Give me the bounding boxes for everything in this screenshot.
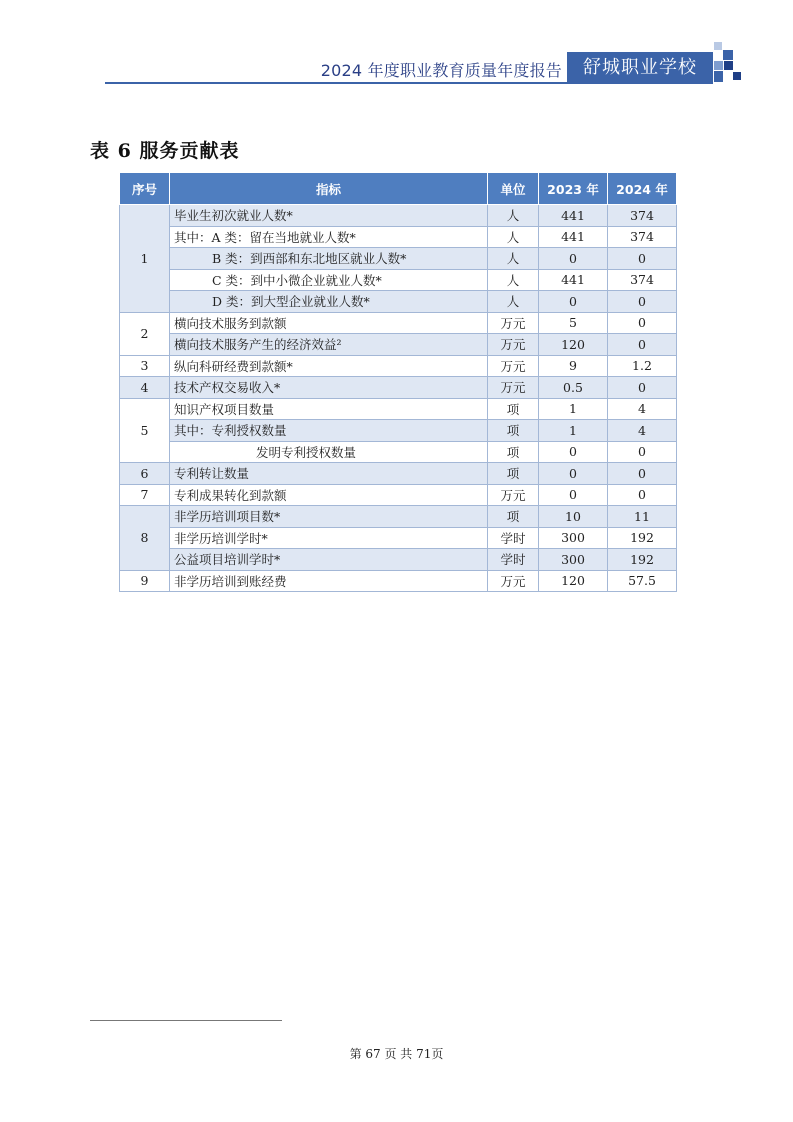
value-2024-cell: 0	[608, 248, 677, 270]
table-row	[120, 420, 677, 442]
table-row	[120, 334, 677, 356]
indicator-cell: 其中：专利授权数量	[170, 420, 488, 442]
report-title: 2024 年度职业教育质量年度报告	[320, 61, 562, 80]
value-2024-cell: 0	[608, 377, 677, 399]
indicator-cell: 发明专利授权数量	[170, 441, 488, 463]
indicator-cell: 横向技术服务到款额	[170, 312, 488, 334]
unit-cell: 项	[488, 506, 539, 528]
value-2023-cell: 0	[539, 291, 608, 313]
table-row	[120, 463, 677, 485]
value-2024-cell: 192	[608, 549, 677, 571]
indicator-cell: D 类：到大型企业就业人数*	[170, 291, 488, 313]
seq-cell: 1	[120, 205, 170, 313]
col-header-2023: 2023 年	[539, 173, 608, 205]
indicator-cell: B 类：到西部和东北地区就业人数*	[170, 248, 488, 270]
value-2023-cell: 120	[539, 570, 608, 592]
value-2024-cell: 4	[608, 420, 677, 442]
table-row	[120, 527, 677, 549]
value-2024-cell: 0	[608, 463, 677, 485]
seq-cell: 9	[120, 570, 170, 592]
seq-cell: 4	[120, 377, 170, 399]
unit-cell: 万元	[488, 355, 539, 377]
seq-cell: 8	[120, 506, 170, 571]
value-2023-cell: 441	[539, 226, 608, 248]
table-row	[120, 205, 677, 227]
value-2024-cell: 0	[608, 441, 677, 463]
value-2023-cell: 0	[539, 441, 608, 463]
unit-cell: 万元	[488, 484, 539, 506]
indicator-cell: 技术产权交易收入*	[170, 377, 488, 399]
table-row	[120, 377, 677, 399]
value-2023-cell: 0	[539, 484, 608, 506]
value-2023-cell: 441	[539, 205, 608, 227]
indicator-cell: C 类：到中小微企业就业人数*	[170, 269, 488, 291]
table-header-row	[120, 173, 677, 205]
service-contribution-table	[119, 172, 677, 592]
table-body	[120, 205, 677, 592]
unit-cell: 项	[488, 398, 539, 420]
table-title: 表 6 服务贡献表	[90, 140, 240, 162]
table-row	[120, 269, 677, 291]
value-2024-cell: 0	[608, 291, 677, 313]
table-row	[120, 312, 677, 334]
col-header-2024: 2024 年	[608, 173, 677, 205]
page-number: 第 67 页 共 71页	[349, 1047, 444, 1061]
table-row	[120, 291, 677, 313]
unit-cell: 人	[488, 226, 539, 248]
value-2024-cell: 374	[608, 205, 677, 227]
value-2023-cell: 1	[539, 398, 608, 420]
value-2024-cell: 57.5	[608, 570, 677, 592]
value-2023-cell: 9	[539, 355, 608, 377]
table-row	[120, 570, 677, 592]
value-2023-cell: 10	[539, 506, 608, 528]
value-2023-cell: 1	[539, 420, 608, 442]
value-2024-cell: 374	[608, 269, 677, 291]
value-2024-cell: 11	[608, 506, 677, 528]
value-2024-cell: 1.2	[608, 355, 677, 377]
indicator-cell: 非学历培训学时*	[170, 527, 488, 549]
value-2023-cell: 441	[539, 269, 608, 291]
value-2023-cell: 0	[539, 248, 608, 270]
unit-cell: 万元	[488, 377, 539, 399]
table-row	[120, 248, 677, 270]
unit-cell: 项	[488, 420, 539, 442]
indicator-cell: 横向技术服务产生的经济效益²	[170, 334, 488, 356]
indicator-cell: 公益项目培训学时*	[170, 549, 488, 571]
col-header-unit: 单位	[488, 173, 539, 205]
table-row	[120, 441, 677, 463]
value-2024-cell: 374	[608, 226, 677, 248]
value-2023-cell: 300	[539, 527, 608, 549]
value-2023-cell: 120	[539, 334, 608, 356]
table-row	[120, 549, 677, 571]
table-row	[120, 484, 677, 506]
table-row	[120, 226, 677, 248]
indicator-cell: 纵向科研经费到款额*	[170, 355, 488, 377]
value-2024-cell: 0	[608, 312, 677, 334]
value-2024-cell: 4	[608, 398, 677, 420]
seq-cell: 6	[120, 463, 170, 485]
value-2023-cell: 5	[539, 312, 608, 334]
table-row	[120, 506, 677, 528]
col-header-seq: 序号	[120, 173, 170, 205]
unit-cell: 人	[488, 269, 539, 291]
unit-cell: 万元	[488, 334, 539, 356]
value-2023-cell: 0	[539, 463, 608, 485]
indicator-cell: 其中：A 类：留在当地就业人数*	[170, 226, 488, 248]
indicator-cell: 非学历培训项目数*	[170, 506, 488, 528]
unit-cell: 学时	[488, 549, 539, 571]
seq-cell: 2	[120, 312, 170, 355]
indicator-cell: 毕业生初次就业人数*	[170, 205, 488, 227]
indicator-cell: 专利转让数量	[170, 463, 488, 485]
indicator-cell: 知识产权项目数量	[170, 398, 488, 420]
value-2024-cell: 192	[608, 527, 677, 549]
col-header-indicator: 指标	[170, 173, 488, 205]
value-2024-cell: 0	[608, 334, 677, 356]
unit-cell: 万元	[488, 570, 539, 592]
school-name-badge: 舒城职业学校	[567, 52, 713, 84]
indicator-cell: 专利成果转化到款额	[170, 484, 488, 506]
table-row	[120, 398, 677, 420]
footnote-rule	[90, 1020, 282, 1021]
unit-cell: 万元	[488, 312, 539, 334]
unit-cell: 人	[488, 248, 539, 270]
unit-cell: 项	[488, 441, 539, 463]
unit-cell: 人	[488, 291, 539, 313]
unit-cell: 学时	[488, 527, 539, 549]
value-2023-cell: 300	[539, 549, 608, 571]
header-rule	[105, 82, 567, 84]
table-row	[120, 355, 677, 377]
indicator-cell: 非学历培训到账经费	[170, 570, 488, 592]
seq-cell: 7	[120, 484, 170, 506]
seq-cell: 5	[120, 398, 170, 463]
unit-cell: 人	[488, 205, 539, 227]
seq-cell: 3	[120, 355, 170, 377]
value-2023-cell: 0.5	[539, 377, 608, 399]
value-2024-cell: 0	[608, 484, 677, 506]
unit-cell: 项	[488, 463, 539, 485]
